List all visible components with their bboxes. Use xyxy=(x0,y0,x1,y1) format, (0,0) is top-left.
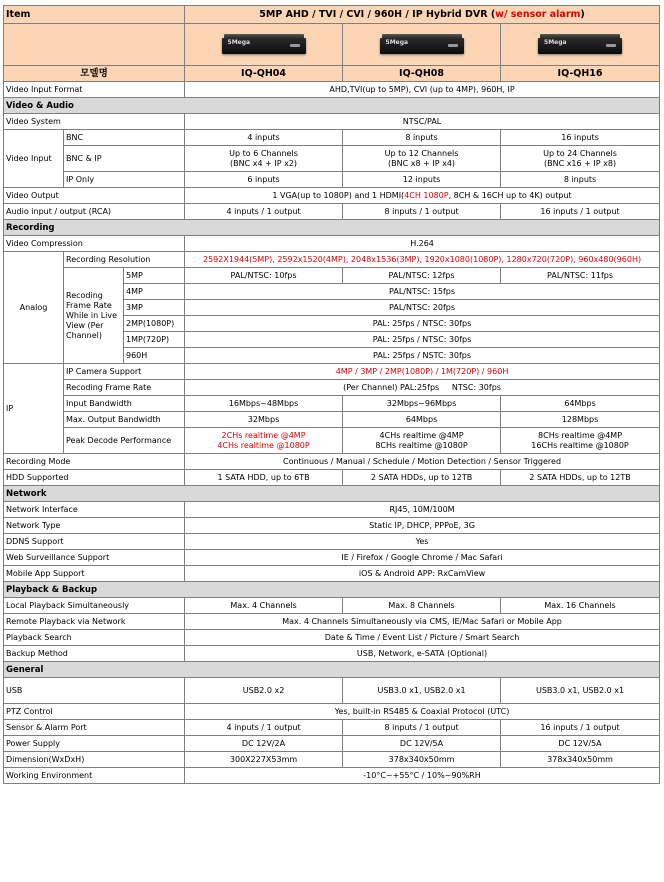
product-title-red: w/ sensor alarm xyxy=(495,8,581,20)
spec-row-peak-decode-performance xyxy=(4,428,660,454)
spec-row-video-input xyxy=(4,130,660,146)
spec-value: 32Mbps~96Mbps xyxy=(343,396,501,412)
device-image-qh08 xyxy=(343,24,501,66)
spec-row-power-supply xyxy=(4,736,660,752)
spec-value: USB2.0 x2 xyxy=(185,678,343,704)
spec-row-network-interface xyxy=(4,502,660,518)
spec-value: 64Mbps xyxy=(343,412,501,428)
item-header: Item xyxy=(4,6,185,24)
spec-label-network-type: Network Type xyxy=(4,518,185,534)
spec-value: Up to 6 Channels (BNC x4 + IP x2) xyxy=(185,146,343,172)
spec-label-video-system: Video System xyxy=(4,114,185,130)
image-row xyxy=(4,24,660,66)
product-title-suffix: ) xyxy=(580,8,585,20)
section-header-general: General xyxy=(4,662,660,678)
section-header-recording: Recording xyxy=(4,220,660,236)
spec-value: AHD,TVI(up to 5MP), CVI (up to 4MP), 960H, IP xyxy=(185,82,660,98)
device-image-qh04 xyxy=(185,24,343,66)
spec-value: 8 inputs xyxy=(343,130,501,146)
spec-row-hdd-supported xyxy=(4,470,660,486)
spec-value: DC 12V/2A xyxy=(185,736,343,752)
spec-value: -10°C~+55°C / 10%~90%RH xyxy=(185,768,660,784)
spec-label-960h: 960H xyxy=(124,348,185,364)
spec-value: DC 12V/5A xyxy=(501,736,660,752)
spec-value: 16Mbps~48Mbps xyxy=(185,396,343,412)
spec-label-input-bandwidth: Input Bandwidth xyxy=(64,396,185,412)
spec-value: 16 inputs / 1 output xyxy=(501,720,660,736)
model-row xyxy=(4,66,660,82)
spec-label-4mp: 4MP xyxy=(124,284,185,300)
spec-value: PAL: 25fps / NTSC: 30fps xyxy=(185,332,660,348)
spec-label-working-environment: Working Environment xyxy=(4,768,185,784)
spec-value: 12 inputs xyxy=(343,172,501,188)
spec-row-remote-playback-via-network xyxy=(4,614,660,630)
spec-label-ddns-support: DDNS Support xyxy=(4,534,185,550)
spec-label-audio-input-output-rca: Audio input / output (RCA) xyxy=(4,204,185,220)
spec-value: 4 inputs / 1 output xyxy=(185,720,343,736)
spec-table-body xyxy=(4,6,660,784)
spec-row-ddns-support xyxy=(4,534,660,550)
section-header-network: Network xyxy=(4,486,660,502)
spec-value: Date & Time / Event List / Picture / Smart Search xyxy=(185,630,660,646)
spec-row-playback-search xyxy=(4,630,660,646)
spec-label-video-compression: Video Compression xyxy=(4,236,185,252)
spec-value-part: , 8CH & 16CH up to 4K) output xyxy=(448,190,572,200)
spec-value: Max. 16 Channels xyxy=(501,598,660,614)
spec-value: Continuous / Manual / Schedule / Motion Detection / Sensor Triggered xyxy=(185,454,660,470)
spec-value: 8 inputs xyxy=(501,172,660,188)
spec-label-dimension-wxdxh: Dimension(WxDxH) xyxy=(4,752,185,768)
spec-label-hdd-supported: HDD Supported xyxy=(4,470,185,486)
spec-row-network-type xyxy=(4,518,660,534)
spec-value: 300X227X53mm xyxy=(185,752,343,768)
spec-label-3mp: 3MP xyxy=(124,300,185,316)
spec-value: 6 inputs xyxy=(185,172,343,188)
spec-label-power-supply: Power Supply xyxy=(4,736,185,752)
spec-value: PAL/NTSC: 12fps xyxy=(343,268,501,284)
model-name: IQ-QH16 xyxy=(501,66,660,82)
spec-row-video-input-format xyxy=(4,82,660,98)
spec-label-ip-only: IP Only xyxy=(64,172,185,188)
spec-row-video-output xyxy=(4,188,660,204)
spec-row-recoding-frame-rate xyxy=(4,380,660,396)
spec-value: PAL: 25fps / NTSC: 30fps xyxy=(185,316,660,332)
spec-row-audio-input-output-rca xyxy=(4,204,660,220)
dvr-image xyxy=(380,32,464,58)
spec-value: USB3.0 x1, USB2.0 x1 xyxy=(501,678,660,704)
spec-value: PAL/NTSC: 20fps xyxy=(185,300,660,316)
spec-value: Analog xyxy=(4,252,64,364)
product-title-prefix: 5MP AHD / TVI / CVI / 960H / IP Hybrid DVR ( xyxy=(259,8,496,20)
spec-value-part: 4CH 1080P xyxy=(404,190,449,200)
spec-label-bnc-ip: BNC & IP xyxy=(64,146,185,172)
spec-value: Static IP, DHCP, PPPoE, 3G xyxy=(185,518,660,534)
spec-row-sensor-alarm-port xyxy=(4,720,660,736)
spec-value: USB, Network, e-SATA (Optional) xyxy=(185,646,660,662)
spec-label-web-surveillance-support: Web Surveillance Support xyxy=(4,550,185,566)
spec-value xyxy=(185,188,660,204)
spec-label-playback-search: Playback Search xyxy=(4,630,185,646)
spec-label-ip-camera-support: IP Camera Support xyxy=(64,364,185,380)
section-header-playback-backup: Playback & Backup xyxy=(4,582,660,598)
spec-row-recoding-frame-rate-while-in-liv xyxy=(4,268,660,284)
spec-row-recording-resolution xyxy=(4,252,660,268)
spec-row-web-surveillance-support xyxy=(4,550,660,566)
spec-row-ip xyxy=(4,364,660,380)
spec-value: 378x340x50mm xyxy=(343,752,501,768)
spec-value: Max. 4 Channels xyxy=(185,598,343,614)
spec-row-ip-only xyxy=(4,172,660,188)
spec-value: 128Mbps xyxy=(501,412,660,428)
dvr-logo: 5Mega xyxy=(385,38,409,46)
spec-value: iOS & Android APP: RxCamView xyxy=(185,566,660,582)
spec-value: Yes xyxy=(185,534,660,550)
spec-value: (Per Channel) PAL:25fps NTSC: 30fps xyxy=(185,380,660,396)
spec-sheet xyxy=(3,5,659,784)
spec-value: 1 SATA HDD, up to 6TB xyxy=(185,470,343,486)
spec-value: H.264 xyxy=(185,236,660,252)
spec-label-ip: IP xyxy=(4,364,64,454)
title-row xyxy=(4,6,660,24)
spec-value: 2592X1944(5MP), 2592x1520(4MP), 2048x1536(3MP), 1920x1080(1080P), 1280x720(720P), 960x480(960H) xyxy=(185,252,660,268)
spec-table xyxy=(3,5,660,784)
spec-value: 4 inputs / 1 output xyxy=(185,204,343,220)
spec-label-recoding-frame-rate: Recoding Frame Rate xyxy=(64,380,185,396)
spec-value: 4CHs realtime @4MP 8CHs realtime @1080P xyxy=(343,428,501,454)
spec-row-bnc-ip xyxy=(4,146,660,172)
led-icon xyxy=(606,44,616,47)
spec-row-video-system xyxy=(4,114,660,130)
spec-value: 2 SATA HDDs, up to 12TB xyxy=(501,470,660,486)
spec-value: PAL: 25fps / NSTC: 30fps xyxy=(185,348,660,364)
device-image-qh16 xyxy=(501,24,660,66)
section-row xyxy=(4,486,660,502)
spec-row-recording-mode xyxy=(4,454,660,470)
spec-row-dimension-wxdxh xyxy=(4,752,660,768)
section-row xyxy=(4,582,660,598)
spec-value: PAL/NTSC: 15fps xyxy=(185,284,660,300)
spec-label-recording-mode: Recording Mode xyxy=(4,454,185,470)
spec-value: 16 inputs / 1 output xyxy=(501,204,660,220)
spec-label-1mp-720p: 1MP(720P) xyxy=(124,332,185,348)
spec-row-input-bandwidth xyxy=(4,396,660,412)
spec-label-ptz-control: PTZ Control xyxy=(4,704,185,720)
spec-label-remote-playback-via-network: Remote Playback via Network xyxy=(4,614,185,630)
spec-value: NTSC/PAL xyxy=(185,114,660,130)
spec-value: 64Mbps xyxy=(501,396,660,412)
spec-label-video-output: Video Output xyxy=(4,188,185,204)
spec-label-backup-method: Backup Method xyxy=(4,646,185,662)
model-name: IQ-QH08 xyxy=(343,66,501,82)
spec-value: Max. 8 Channels xyxy=(343,598,501,614)
spec-label-network-interface: Network Interface xyxy=(4,502,185,518)
section-row xyxy=(4,220,660,236)
led-icon xyxy=(448,44,458,47)
spec-value: 4MP / 3MP / 2MP(1080P) / 1M(720P) / 960H xyxy=(185,364,660,380)
spec-value: DC 12V/5A xyxy=(343,736,501,752)
dvr-image xyxy=(222,32,306,58)
spec-label-video-input: Video Input xyxy=(4,130,64,188)
spec-label-2mp-1080p: 2MP(1080P) xyxy=(124,316,185,332)
spec-row-max-output-bandwidth xyxy=(4,412,660,428)
section-header-video-audio: Video & Audio xyxy=(4,98,660,114)
image-row-label xyxy=(4,24,185,66)
model-name: IQ-QH04 xyxy=(185,66,343,82)
spec-value: 2 SATA HDDs, up to 12TB xyxy=(343,470,501,486)
spec-row-ptz-control xyxy=(4,704,660,720)
spec-value: PAL/NTSC: 11fps xyxy=(501,268,660,284)
spec-value: 16 inputs xyxy=(501,130,660,146)
spec-value: Yes, built-in RS485 & Coaxial Protocol (UTC) xyxy=(185,704,660,720)
dvr-logo: 5Mega xyxy=(544,38,567,46)
spec-label-recoding-frame-rate-while-in-liv: Recoding Frame Rate While in Live View (Per Channel) xyxy=(64,268,124,364)
spec-row-backup-method xyxy=(4,646,660,662)
led-icon xyxy=(290,44,300,47)
spec-value: 378x340x50mm xyxy=(501,752,660,768)
spec-label-max-output-bandwidth: Max. Output Bandwidth xyxy=(64,412,185,428)
spec-value: Max. 4 Channels Simultaneously via CMS, IE/Mac Safari or Mobile App xyxy=(185,614,660,630)
spec-row-working-environment xyxy=(4,768,660,784)
product-title xyxy=(185,6,660,24)
dvr-image xyxy=(538,32,622,58)
section-row xyxy=(4,98,660,114)
spec-value-part: 1 VGA(up to 1080P) and 1 HDMI( xyxy=(272,190,405,200)
spec-label-mobile-app-support: Mobile App Support xyxy=(4,566,185,582)
spec-value: Up to 24 Channels (BNC x16 + IP x8) xyxy=(501,146,660,172)
spec-label-peak-decode-performance: Peak Decode Performance xyxy=(64,428,185,454)
spec-label-sensor-alarm-port: Sensor & Alarm Port xyxy=(4,720,185,736)
spec-label-usb: USB xyxy=(4,678,185,704)
spec-row-video-compression xyxy=(4,236,660,252)
model-name-label: 모델명 xyxy=(4,66,185,82)
spec-value: PAL/NTSC: 10fps xyxy=(185,268,343,284)
spec-label-video-input-format: Video Input Format xyxy=(4,82,185,98)
spec-value: 8CHs realtime @4MP 16CHs realtime @1080P xyxy=(501,428,660,454)
spec-value: 8 inputs / 1 output xyxy=(343,204,501,220)
spec-value: 2CHs realtime @4MP 4CHs realtime @1080P xyxy=(185,428,343,454)
spec-row-local-playback-simultaneously xyxy=(4,598,660,614)
spec-row-mobile-app-support xyxy=(4,566,660,582)
spec-value: 8 inputs / 1 output xyxy=(343,720,501,736)
spec-label-bnc: BNC xyxy=(64,130,185,146)
spec-value: USB3.0 x1, USB2.0 x1 xyxy=(343,678,501,704)
spec-value: RJ45, 10M/100M xyxy=(185,502,660,518)
spec-value: 4 inputs xyxy=(185,130,343,146)
section-row xyxy=(4,662,660,678)
spec-value: Up to 12 Channels (BNC x8 + IP x4) xyxy=(343,146,501,172)
spec-label-5mp: 5MP xyxy=(124,268,185,284)
spec-row-usb xyxy=(4,678,660,704)
spec-value: IE / Firefox / Google Chrome / Mac Safari xyxy=(185,550,660,566)
spec-label-local-playback-simultaneously: Local Playback Simultaneously xyxy=(4,598,185,614)
spec-label-recording-resolution: Recording Resolution xyxy=(64,252,185,268)
spec-value: 32Mbps xyxy=(185,412,343,428)
dvr-logo: 5Mega xyxy=(227,38,251,46)
